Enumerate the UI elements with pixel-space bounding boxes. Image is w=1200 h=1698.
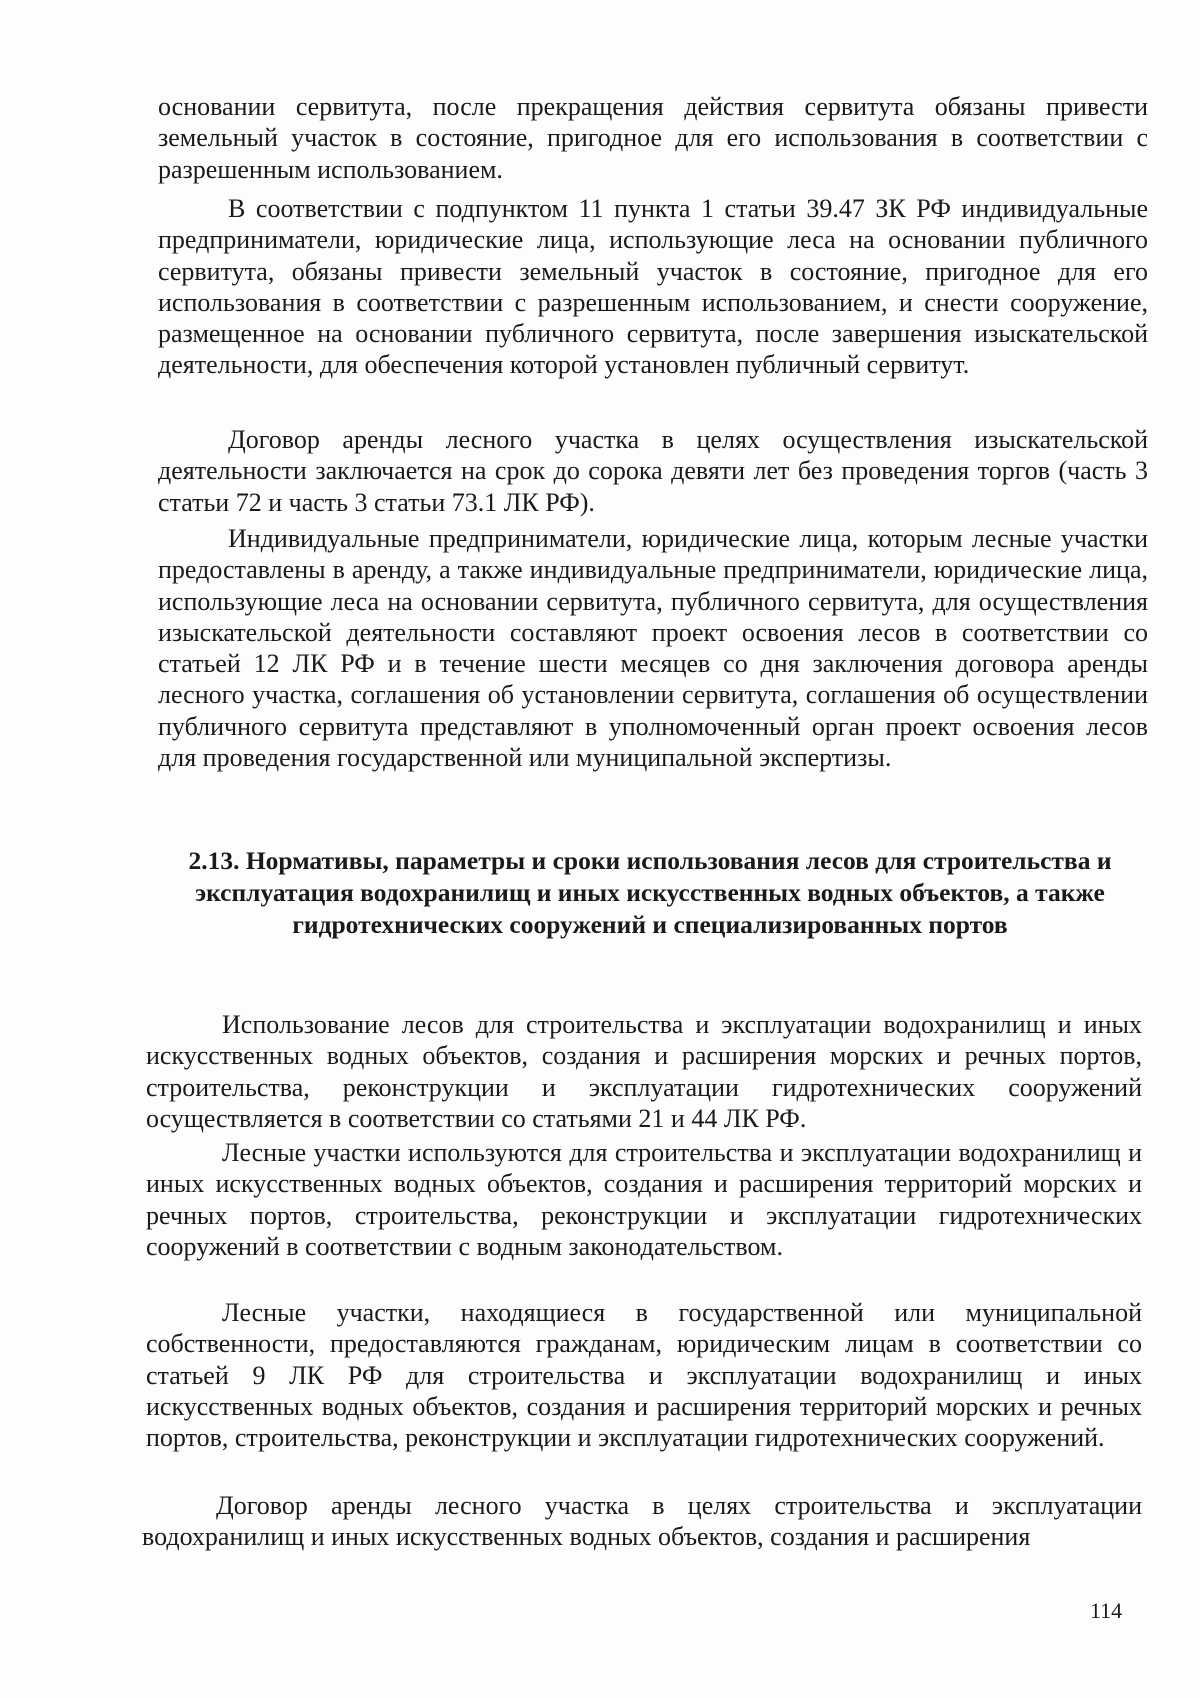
paragraph-public-easement: В соответствии с подпунктом 11 пункта 1 статьи 39.47 ЗК РФ индивидуальные предприниматели, юридические лица, использующие леса на основании публичного сервитута, обязаны привести земельный участок в состояние, пригодное для его использования в соответствии с разрешенным использованием, и снести сооружение, размещенное на основании публичного сервитута, после завершения изыскательской деятельности, для обеспечения которой установлен публичный сервитут. [158,194,1148,380]
paragraph-lease-agreement: Договор аренды лесного участка в целях строительства и эксплуатации водохранилищ и иных искусственных водных объектов, создания и расширения [142,1491,1142,1552]
section-heading: 2.13. Нормативы, параметры и сроки использования лесов для строительства и эксплуатация водохранилищ и иных искусственных водных объектов, а также гидротехнических сооружений и специализированных портов [188,846,1112,939]
paragraph-forest-project: Индивидуальные предприниматели, юридические лица, которым лесные участки предоставлены в аренду, а также индивидуальные предприниматели, юридические лица, использующие леса на основании сервитута, публичного сервитута, для осуществления изыскательской деятельности составляют проект освоения лесов в соответствии со статьей 12 ЛК РФ и в течение шести месяцев со дня заключения договора аренды лесного участка, соглашения об установлении сервитута, соглашения об осуществлении публичного сервитута представляют в уполномоченный орган проект освоения лесов для проведения государственной или муниципальной экспертизы. [158,524,1148,773]
paragraph-forest-use: Использование лесов для строительства и эксплуатации водохранилищ и иных искусственных водных объектов, создания и расширения морских и речных портов, строительства, реконструкции и эксплуатации гидротехнических сооружений осуществляется в соответствии со статьями 21 и 44 ЛК РФ. [146,1010,1142,1133]
paragraph-forest-plots-used: Лесные участки используются для строительства и эксплуатации водохранилищ и иных искусственных водных объектов, создания и расширения территорий морских и речных портов, строительства, реконструкции и эксплуатации гидротехнических сооружений в соответствии с водным законодательством. [146,1138,1142,1261]
paragraph-forest-plots-granted: Лесные участки, находящиеся в государственной или муниципальной собственности, предоставляются гражданам, юридическим лицам в соответствии со статьей 9 ЛК РФ для строительства и эксплуатации водохранилищ и иных искусственных водных объектов, создания и расширения территорий морских и речных портов, строительства, реконструкции и эксплуатации гидротехнических сооружений. [146,1298,1142,1453]
page-number: 114 [1090,1598,1123,1623]
paragraph-lease-term: Договор аренды лесного участка в целях осуществления изыскательской деятельности заключается на срок до сорока девяти лет без проведения торгов (часть 3 статьи 72 и часть 3 статьи 73.1 ЛК РФ). [158,425,1148,517]
paragraph-continuation: основании сервитута, после прекращения действия сервитута обязаны привести земельный участок в состояние, пригодное для его использования в соответствии с разрешенным использованием. [158,92,1148,184]
